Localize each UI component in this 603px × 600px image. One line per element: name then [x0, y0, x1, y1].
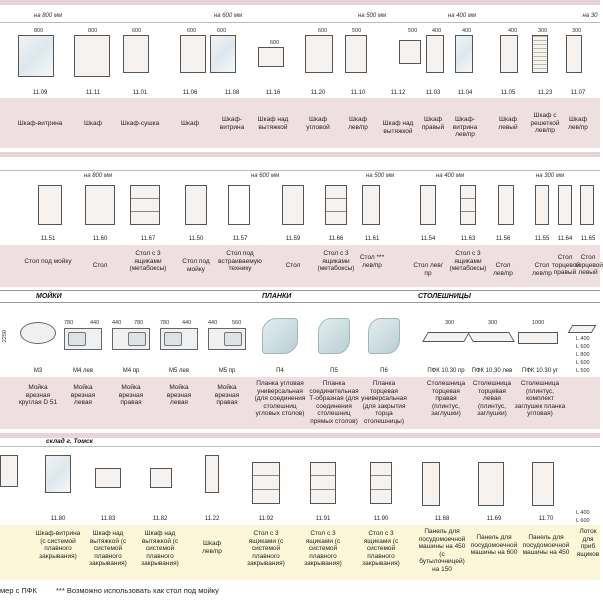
- footer-left: мер с ПФК: [0, 586, 37, 595]
- group-label: на 500 мм: [365, 173, 395, 179]
- cabinet-drawing: [399, 40, 421, 64]
- planks-title: ПЛАНКИ: [262, 293, 292, 300]
- footer-note: *** Возможно использовать как стол под мойку: [56, 586, 219, 595]
- group-label: на 600 мм: [213, 13, 243, 19]
- cabinet-drawing: [258, 47, 284, 67]
- cabinet-drawing: [566, 35, 582, 73]
- cabinet-drawing: [426, 35, 444, 73]
- mid-group-header: [0, 170, 600, 182]
- top-group-header: [0, 10, 600, 22]
- group-label: на 800 мм: [33, 13, 63, 19]
- group-label: на 300 мм: [535, 173, 565, 179]
- cabinet-drawing: [500, 35, 518, 73]
- group-label: на 600 мм: [250, 173, 280, 179]
- cabinet-drawing: [532, 35, 548, 73]
- cabinet-drawing: [123, 35, 149, 73]
- sinks-title: МОЙКИ: [36, 293, 62, 300]
- group-label: на 800 мм: [83, 173, 113, 179]
- cabinet-drawing: [305, 35, 333, 73]
- group-label: на 400 мм: [447, 13, 477, 19]
- mid-header-bar: [0, 152, 600, 157]
- cabinet-drawing: [74, 35, 110, 77]
- bottom-section-title: склад г. Томск: [46, 438, 93, 445]
- cabinet-drawing: [345, 35, 367, 73]
- group-label: на 400 мм: [435, 173, 465, 179]
- group-label: на 30: [582, 13, 598, 19]
- cabinet-drawing: [210, 35, 236, 73]
- countertops-title: СТОЛЕШНИЦЫ: [418, 293, 471, 300]
- cabinet-drawing: [18, 35, 54, 77]
- top-header-bar: [0, 0, 600, 5]
- group-label: на 500 мм: [357, 13, 387, 19]
- cabinet-drawing: [455, 35, 473, 73]
- cabinet-drawing: [180, 35, 206, 73]
